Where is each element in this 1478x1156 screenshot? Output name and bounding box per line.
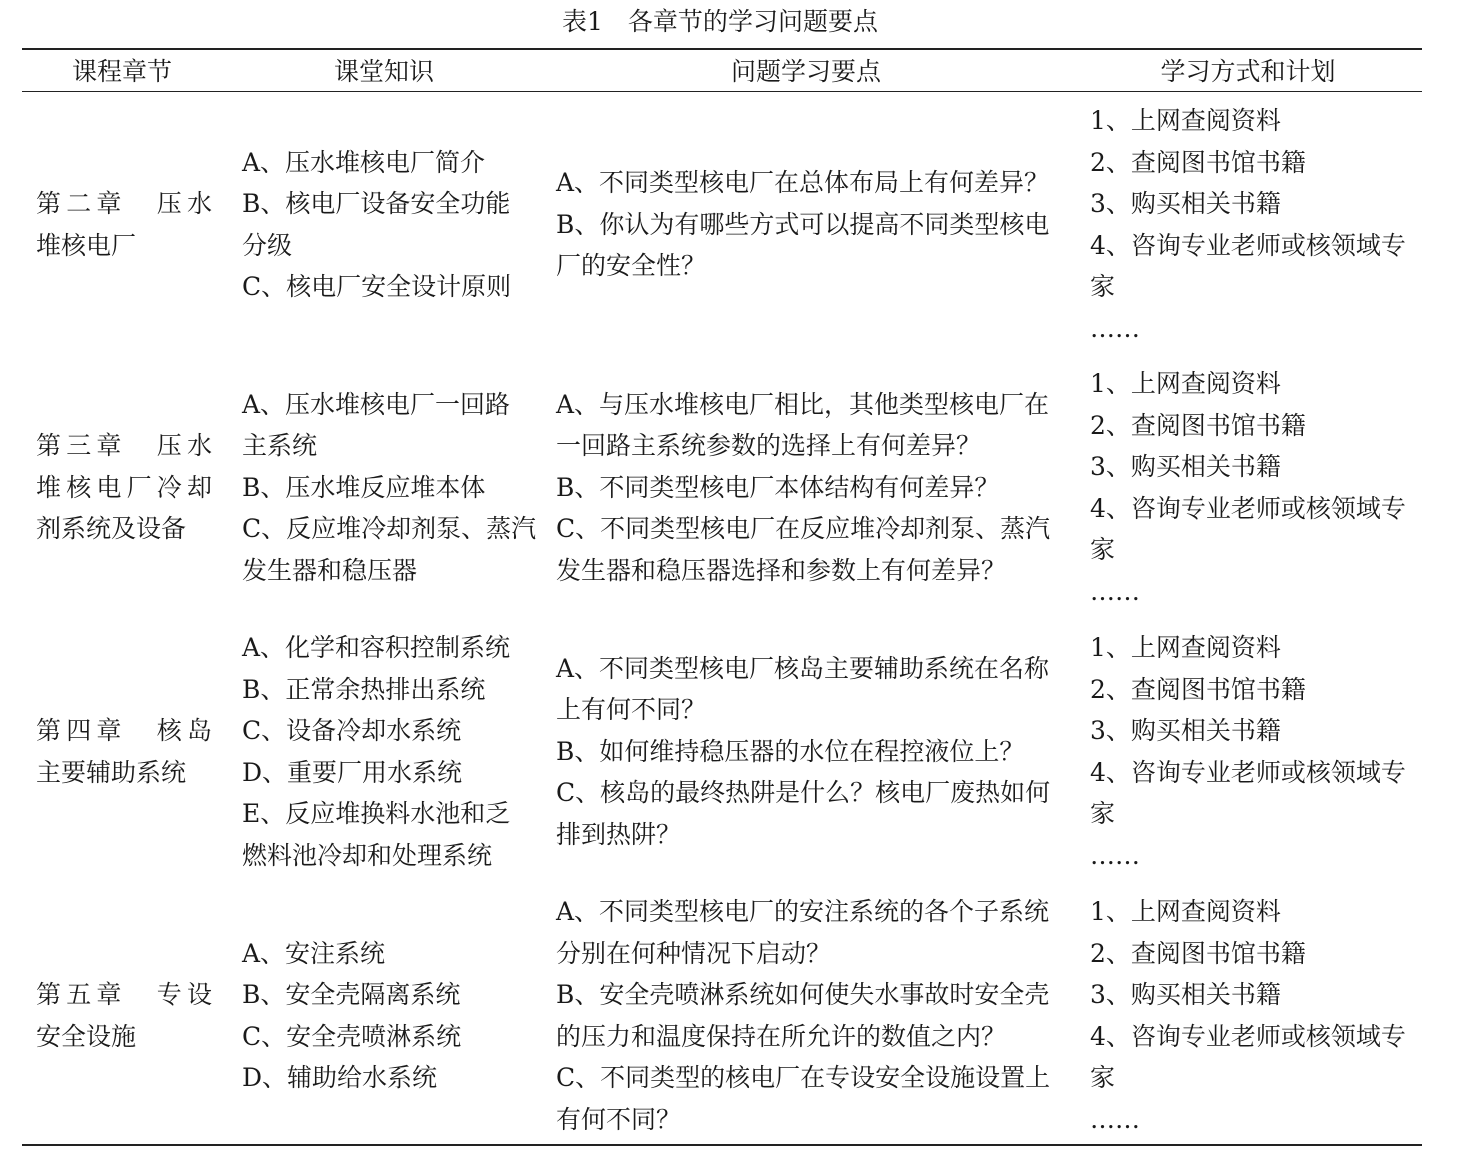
chapter-line: 主要辅助系统 (36, 757, 187, 787)
table-row (0, 100, 1440, 343)
table-row (0, 891, 1440, 1134)
methods-line: 家 (1090, 272, 1116, 301)
knowledge-line: B、核电厂设备安全功能 (242, 189, 511, 218)
table-caption: 表1 各章节的学习问题要点 (562, 7, 878, 36)
questions-line: B、安全壳喷淋系统如何使失水事故时安全壳 (556, 980, 1050, 1009)
table-row (0, 627, 1440, 870)
knowledge-line: B、压水堆反应堆本体 (242, 472, 486, 502)
knowledge-line: 燃料池冷却和处理系统 (242, 840, 493, 870)
chapter-line: 第五章 专设 (36, 980, 212, 1009)
methods-line: 4、咨询专业老师或核领域专 (1090, 230, 1406, 260)
cell-questions (556, 162, 1066, 287)
methods-line: 1、上网查阅资料 (1090, 369, 1281, 398)
questions-line: A、不同类型核电厂在总体布局上有何差异？ (556, 168, 1050, 198)
knowledge-line: 分级 (242, 230, 293, 260)
methods-line: 2、查阅图书馆书籍 (1090, 938, 1306, 968)
chapter-line: 堆核电厂冷却 (36, 472, 212, 502)
header-rule (22, 91, 1422, 92)
cell-questions (556, 891, 1066, 1140)
methods-line: 2、查阅图书馆书籍 (1090, 410, 1306, 440)
knowledge-line: A、化学和容积控制系统 (242, 633, 511, 662)
chapter-line: 安全设施 (36, 1021, 137, 1051)
cell-methods (1090, 627, 1420, 876)
cell-knowledge (242, 933, 532, 1099)
knowledge-line: E、反应堆换料水池和乏 (242, 799, 511, 828)
methods-line: …… (1090, 313, 1140, 343)
cell-chapter (36, 183, 212, 266)
knowledge-line: C、安全壳喷淋系统 (242, 1021, 462, 1051)
questions-line: C、不同类型的核电厂在专设安全设施设置上 (556, 1063, 1051, 1092)
methods-line: 1、上网查阅资料 (1090, 897, 1281, 926)
cell-knowledge (242, 384, 537, 592)
methods-line: 家 (1090, 535, 1116, 564)
knowledge-line: C、反应堆冷却剂泵、蒸汽 (242, 514, 537, 544)
questions-line: 分别在何种情况下启动？ (556, 938, 832, 968)
knowledge-line: C、核电厂安全设计原则 (242, 272, 512, 301)
methods-line: 3、购买相关书籍 (1090, 980, 1281, 1009)
questions-line: 发生器和稳压器选择和参数上有何差异？ (556, 555, 1007, 585)
methods-line: 3、购买相关书籍 (1090, 452, 1281, 481)
methods-line: 4、咨询专业老师或核领域专 (1090, 757, 1406, 787)
header-questions: 问题学习要点 (730, 57, 881, 86)
methods-line: 家 (1090, 799, 1116, 828)
header-chapter: 课程章节 (71, 57, 172, 86)
questions-line: B、不同类型核电厂本体结构有何差异？ (556, 472, 1000, 502)
questions-line: B、你认为有哪些方式可以提高不同类型核电 (556, 209, 1050, 239)
knowledge-line: 主系统 (242, 431, 318, 461)
methods-line: 1、上网查阅资料 (1090, 106, 1281, 135)
bottom-rule (22, 1144, 1422, 1146)
top-rule (22, 48, 1422, 50)
questions-line: 厂的安全性？ (556, 251, 707, 281)
questions-line: A、不同类型核电厂核岛主要辅助系统在名称 (556, 653, 1050, 683)
cell-knowledge (242, 142, 532, 308)
cell-questions (556, 648, 1066, 856)
methods-line: 4、咨询专业老师或核领域专 (1090, 493, 1406, 523)
chapter-line: 第三章 压水 (36, 431, 212, 461)
methods-line: …… (1090, 840, 1140, 870)
questions-line: 一回路主系统参数的选择上有何差异？ (556, 431, 982, 461)
chapter-line: 第二章 压水 (36, 189, 212, 218)
knowledge-line: A、安注系统 (242, 938, 386, 968)
methods-line: 2、查阅图书馆书籍 (1090, 674, 1306, 704)
questions-line: A、不同类型核电厂的安注系统的各个子系统 (556, 897, 1050, 926)
knowledge-line: A、压水堆核电厂一回路 (242, 389, 511, 419)
questions-line: C、核岛的最终热阱是什么？核电厂废热如何 (556, 778, 1051, 808)
knowledge-line: D、重要厂用水系统 (242, 757, 463, 787)
questions-line: 的压力和温度保持在所允许的数值之内？ (556, 1021, 1007, 1051)
methods-line: 3、购买相关书籍 (1090, 716, 1281, 745)
knowledge-line: A、压水堆核电厂简介 (242, 147, 486, 177)
cell-chapter (36, 710, 212, 793)
methods-line: 4、咨询专业老师或核领域专 (1090, 1021, 1406, 1051)
questions-line: 排到热阱？ (556, 819, 682, 849)
chapter-line: 第四章 核岛 (36, 716, 212, 745)
questions-line: B、如何维持稳压器的水位在程控液位上？ (556, 736, 1025, 766)
methods-line: 3、购买相关书籍 (1090, 189, 1281, 218)
questions-line: 上有何不同？ (556, 695, 707, 725)
cell-chapter (36, 974, 212, 1057)
knowledge-line: B、安全壳隔离系统 (242, 980, 461, 1009)
knowledge-line: C、设备冷却水系统 (242, 716, 462, 745)
chapter-line: 堆核电厂 (36, 230, 137, 260)
knowledge-line: D、辅助给水系统 (242, 1063, 438, 1092)
questions-line: C、不同类型核电厂在反应堆冷却剂泵、蒸汽 (556, 514, 1051, 544)
header-methods: 学习方式和计划 (1160, 57, 1336, 86)
methods-line: 2、查阅图书馆书籍 (1090, 147, 1306, 177)
cell-knowledge (242, 627, 532, 876)
methods-line: …… (1090, 1104, 1140, 1134)
questions-line: A、与压水堆核电厂相比，其他类型核电厂在 (556, 389, 1050, 419)
cell-questions (556, 384, 1066, 592)
questions-line: 有何不同？ (556, 1104, 682, 1134)
methods-line: 家 (1090, 1063, 1116, 1092)
table-row (0, 363, 1440, 606)
cell-methods (1090, 891, 1420, 1140)
cell-methods (1090, 100, 1420, 349)
methods-line: 1、上网查阅资料 (1090, 633, 1281, 662)
header-knowledge: 课堂知识 (333, 57, 434, 86)
knowledge-line: B、正常余热排出系统 (242, 674, 486, 704)
chapter-line: 剂系统及设备 (36, 514, 187, 544)
cell-chapter (36, 425, 212, 550)
cell-methods (1090, 363, 1420, 612)
knowledge-line: 发生器和稳压器 (242, 555, 418, 585)
methods-line: …… (1090, 576, 1140, 606)
